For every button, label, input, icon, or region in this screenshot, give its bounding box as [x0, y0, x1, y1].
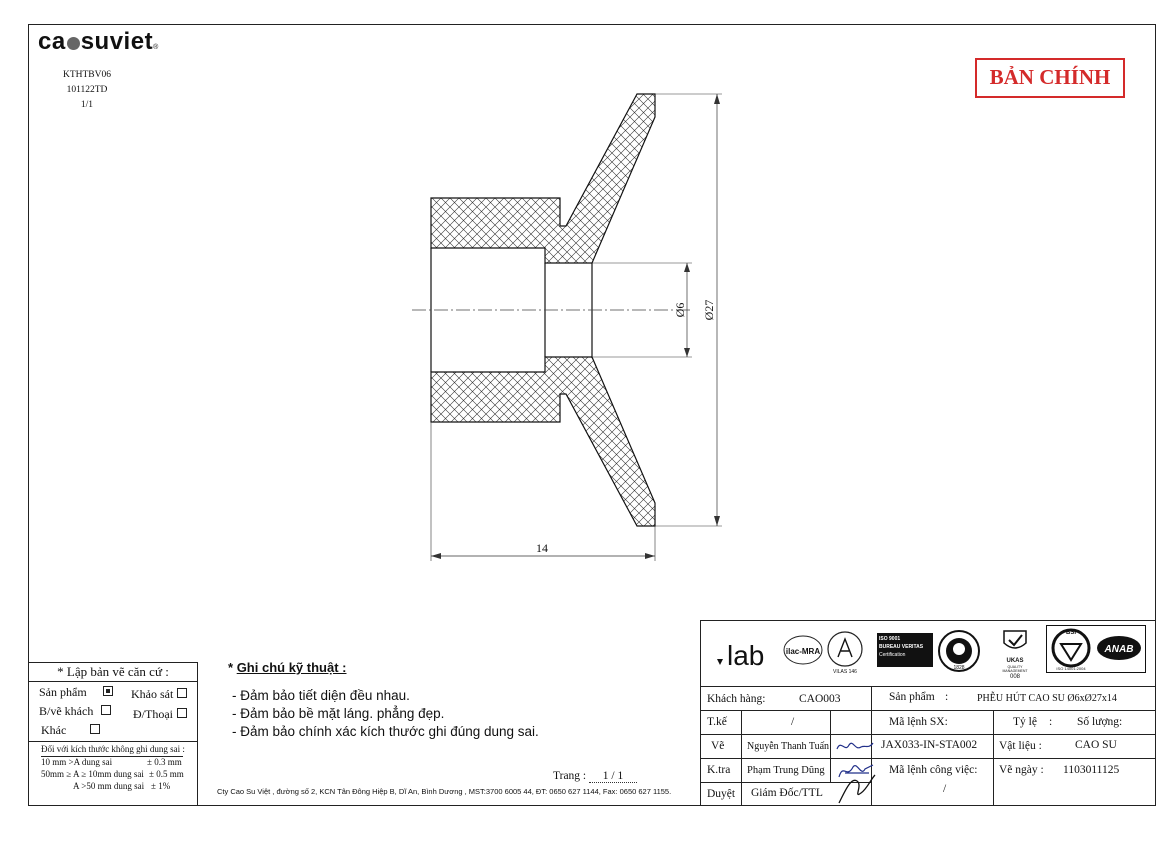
- section-lower: [431, 357, 655, 526]
- ilac-mra-logo: [783, 633, 823, 672]
- tolerance-title: Đối với kích thước không ghi dung sai :: [41, 744, 185, 754]
- document-info: [52, 68, 122, 113]
- customer-drawing-checkbox[interactable]: [101, 705, 111, 715]
- order-value: JAX033-IN-STA002: [881, 739, 978, 751]
- approve-label: Duyệt: [707, 788, 736, 800]
- svg-text:lab: lab: [727, 640, 765, 671]
- dim-outer-diameter: Ø27: [702, 299, 716, 321]
- material-value: CAO SU: [1075, 739, 1117, 751]
- basis-other: Khác: [41, 723, 100, 738]
- ukas-logo: UKAS QUALITY MANAGEMENT 008: [997, 629, 1033, 682]
- technical-notes-title: * Ghi chú kỹ thuật :: [228, 660, 347, 675]
- tolerance-value-3: ± 1%: [151, 781, 171, 791]
- logo-dot-icon: [67, 37, 80, 50]
- basis-product: Sản phẩm: [39, 685, 113, 700]
- svg-text:VILAS 146: VILAS 146: [833, 669, 857, 675]
- quantity-label: Số lượng:: [1077, 716, 1123, 728]
- product-colon: :: [945, 691, 949, 703]
- doc-code: KTHTBV06: [62, 70, 112, 80]
- customer-value: CAO003: [799, 693, 841, 705]
- technical-drawing: [400, 80, 760, 570]
- phone-checkbox[interactable]: [177, 708, 187, 718]
- tolerance-range-1: 10 mm >A dung sai: [41, 757, 113, 767]
- bureau-veritas-badge: ISO 9001 BUREAU VERITAS Certification: [877, 633, 933, 667]
- product-label: Sản phẩm: [889, 691, 935, 703]
- design-value: /: [791, 716, 795, 728]
- tolerance-range-2: 50mm ≥ A ≥ 10mm dung sai: [41, 769, 144, 779]
- order-label: Mã lệnh SX:: [889, 716, 948, 728]
- drawing-basis-panel: [28, 662, 198, 805]
- signature-approver: [835, 771, 879, 807]
- technical-note-3: - Đảm bảo chính xác kích thước ghi đúng dung sai.: [232, 724, 539, 739]
- bsi-anab-logo: [1046, 625, 1146, 673]
- svg-text:1828: 1828: [953, 665, 965, 671]
- dim-inner-diameter: Ø6: [673, 302, 687, 318]
- signature-drawer: [835, 737, 875, 757]
- draw-label: Vẽ: [711, 740, 725, 752]
- lab-logo: [715, 633, 781, 678]
- basis-survey: Khảo sát: [131, 687, 187, 702]
- title-block: [700, 620, 1156, 805]
- customer-label: Khách hàng:: [707, 693, 766, 705]
- job-value: /: [943, 783, 947, 795]
- date-value: 1103011125: [1063, 764, 1120, 776]
- scale-label: Tỷ lệ: [1013, 716, 1037, 728]
- svg-text:ANAB: ANAB: [1104, 644, 1134, 655]
- design-label: T.kế: [707, 716, 727, 728]
- check-label: K.tra: [707, 764, 731, 776]
- original-stamp: BẢN CHÍNH: [975, 58, 1125, 98]
- scale-colon: :: [1049, 716, 1053, 728]
- survey-checkbox[interactable]: [177, 688, 187, 698]
- product-value: PHỄU HÚT CAO SU Ø6xØ27x14: [977, 693, 1117, 704]
- product-checkbox[interactable]: [103, 686, 113, 696]
- check-value: Phạm Trung Dũng: [747, 765, 825, 776]
- svg-text:ilac-MRA: ilac-MRA: [785, 647, 821, 656]
- material-label: Vật liệu :: [999, 740, 1042, 752]
- basis-phone: Đ/Thoại: [133, 707, 187, 722]
- svg-text:BSI: BSI: [1065, 630, 1077, 636]
- bureau-veritas-seal: [937, 629, 981, 678]
- page-number: Trang : 1 / 1: [553, 770, 637, 783]
- doc-pages: 1/1: [80, 100, 94, 110]
- basis-divider: [29, 741, 197, 742]
- other-checkbox[interactable]: [90, 724, 100, 734]
- basis-customer-drawing: B/vẽ khách: [39, 704, 111, 719]
- company-logo: ca suviet®: [38, 28, 159, 55]
- tolerance-value-1: ± 0.3 mm: [147, 757, 182, 767]
- tolerance-value-2: ± 0.5 mm: [149, 769, 184, 779]
- company-address: Cty Cao Su Việt , đường số 2, KCN Tân Đông Hiệp B, Dĩ An, Bình Dương , MST:3700 6005 44, ĐT: 0650 627 1144, Fax: 0650 627 1155.: [217, 787, 672, 796]
- section-upper: [431, 94, 655, 263]
- technical-note-1: - Đảm bảo tiết diện đều nhau.: [232, 688, 410, 703]
- doc-revision: 101122TD: [66, 85, 108, 95]
- vilas-logo: [825, 631, 865, 680]
- tolerance-range-3: A >50 mm dung sai: [73, 781, 145, 791]
- svg-text:ISO 14001:2004: ISO 14001:2004: [1056, 666, 1086, 671]
- dim-length: 14: [536, 541, 548, 555]
- basis-title: * Lập bản vẽ căn cứ :: [29, 663, 197, 682]
- technical-note-2: - Đảm bảo bề mặt láng. phẳng đẹp.: [232, 706, 445, 721]
- draw-value: Nguyễn Thanh Tuấn: [747, 741, 830, 752]
- approve-value: Giám Đốc/TTL: [751, 787, 823, 799]
- date-label: Vẽ ngày :: [999, 764, 1044, 776]
- job-label: Mã lệnh công việc:: [889, 764, 978, 776]
